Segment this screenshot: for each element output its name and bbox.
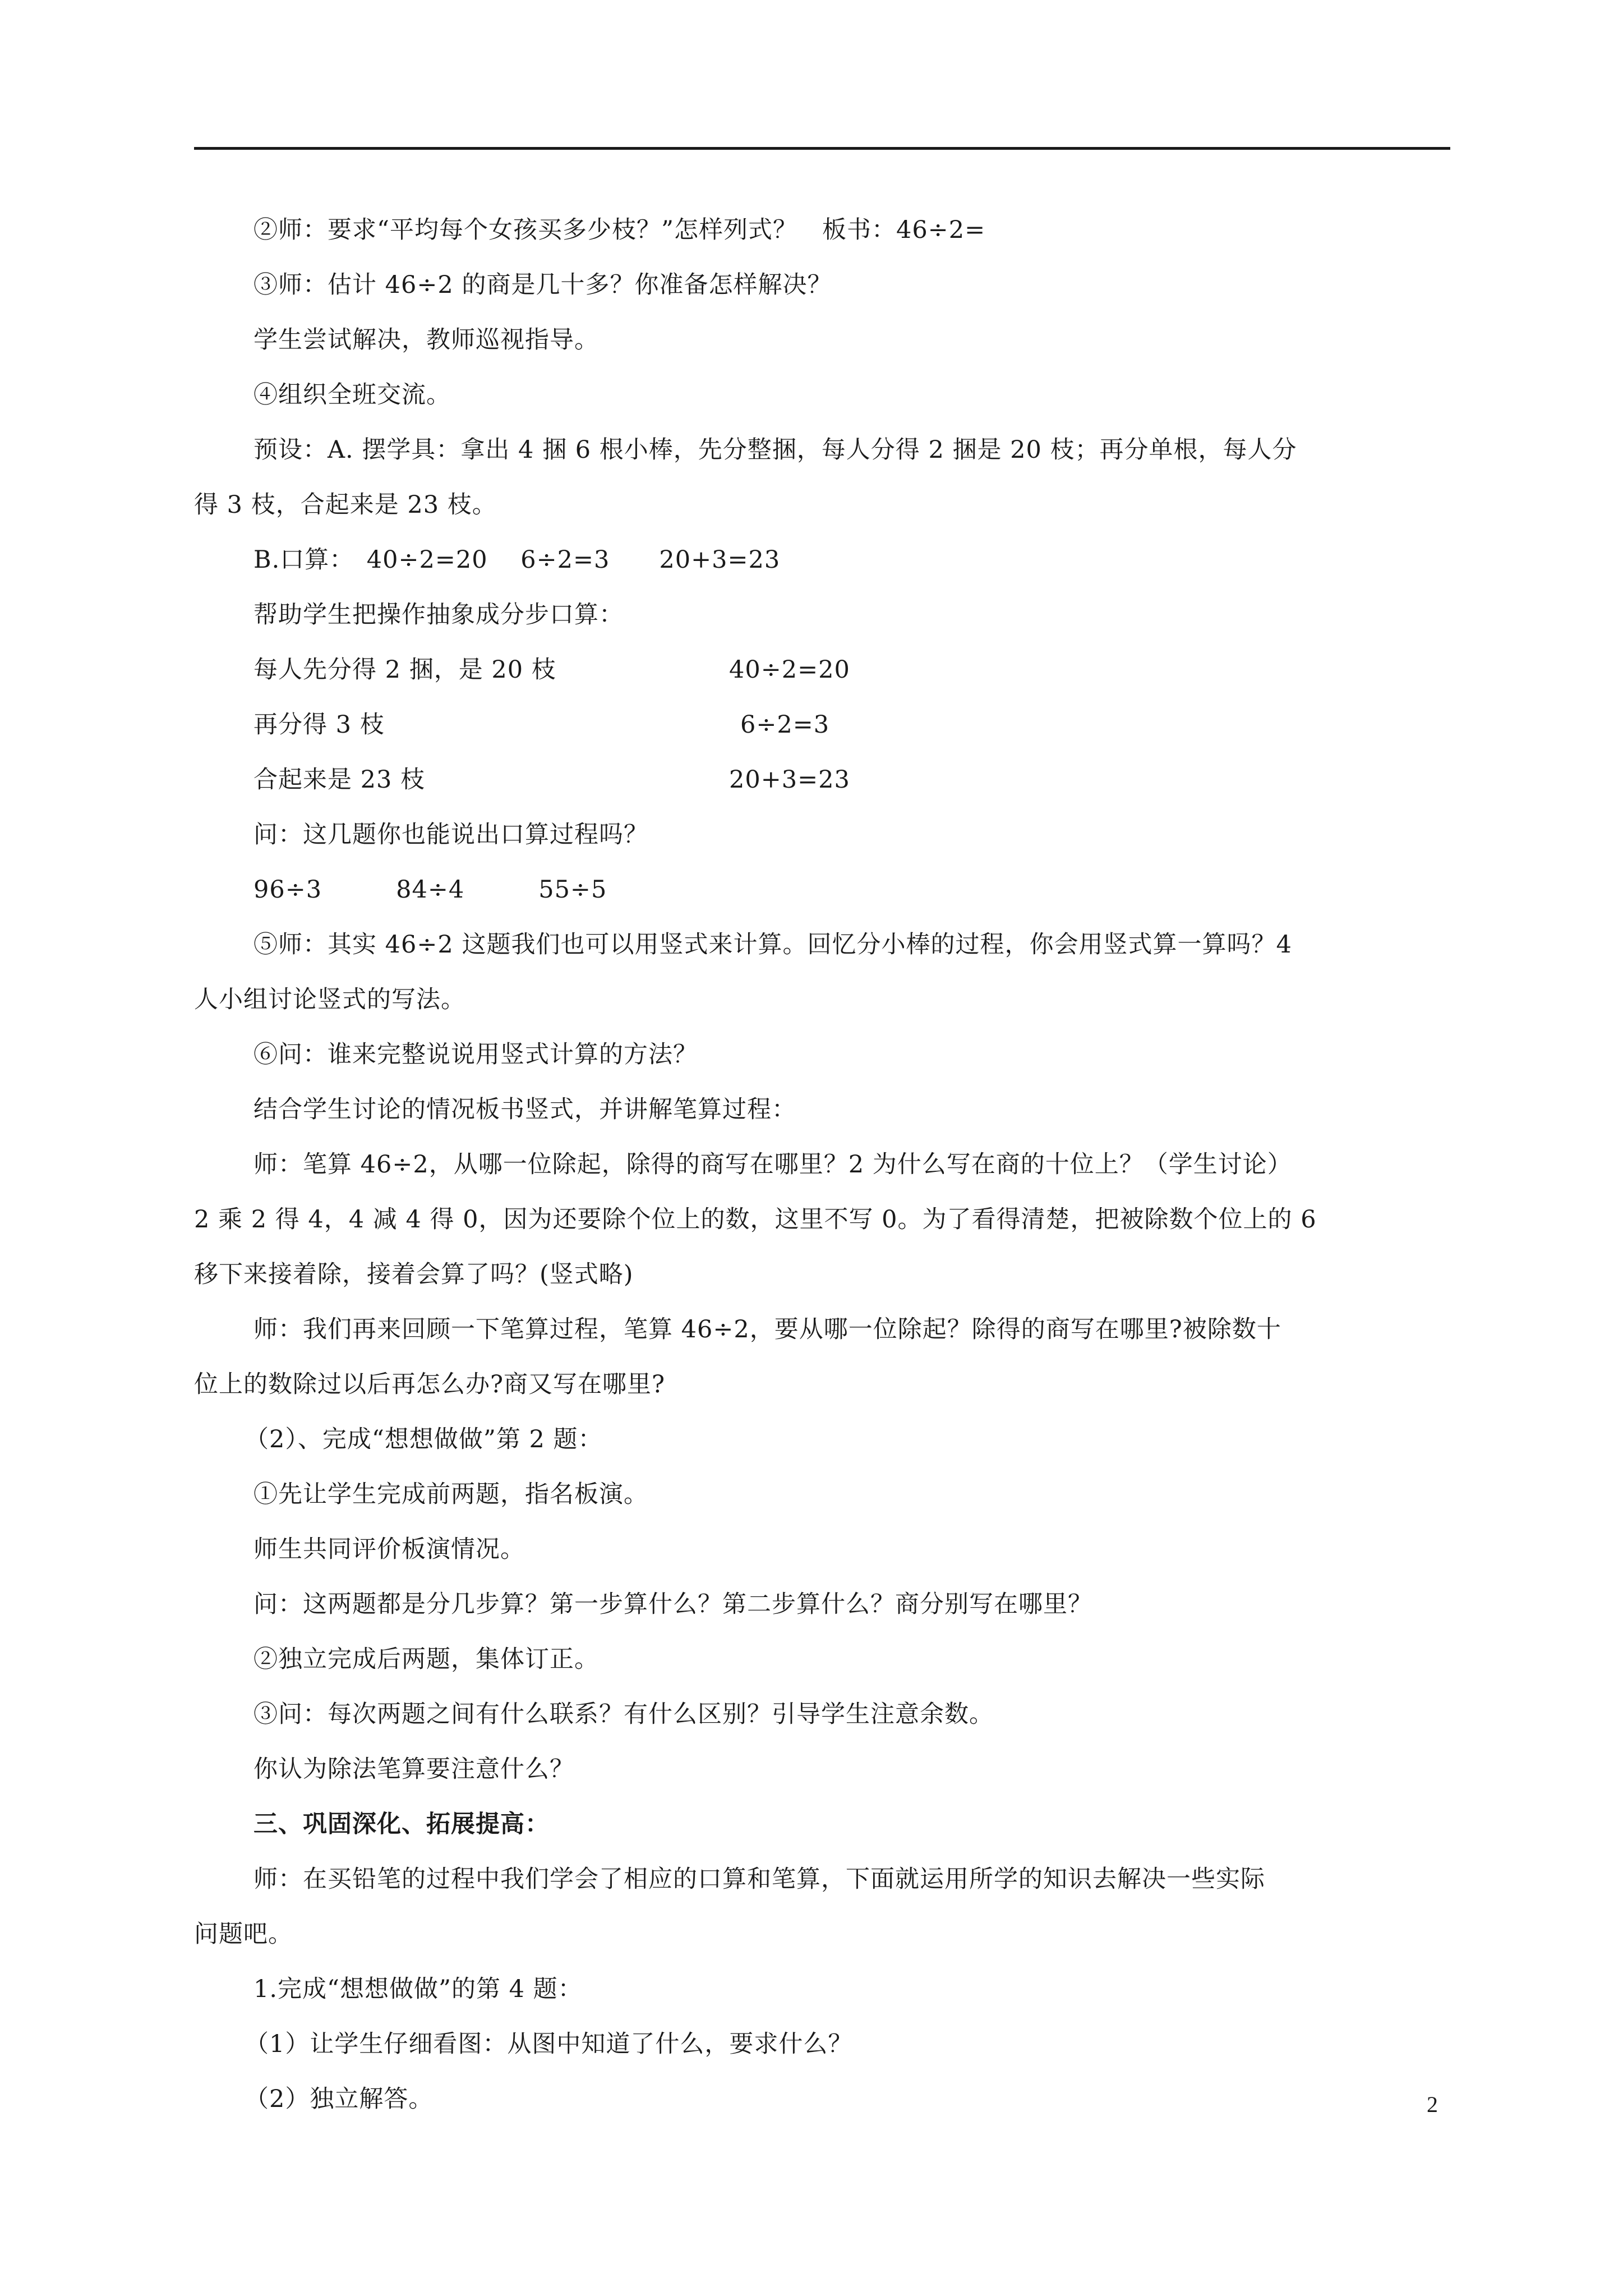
text-line: 得 3 枝，合起来是 23 枝。 [194, 491, 497, 519]
text-line: 师生共同评价板演情况。 [253, 1535, 525, 1563]
text-line: ⑥问：谁来完整说说用竖式计算的方法？ [253, 1041, 698, 1069]
text-line: 学生尝试解决，教师巡视指导。 [253, 326, 599, 354]
step-formula: 20+3=23 [729, 766, 850, 794]
text-line: ①先让学生完成前两题，指名板演。 [253, 1480, 648, 1508]
text-line: 移下来接着除，接着会算了吗？(竖式略) [194, 1260, 634, 1289]
text-line: 96÷3 84÷4 55÷5 [253, 876, 607, 904]
text-line: 位上的数除过以后再怎么办?商又写在哪里? [194, 1370, 666, 1398]
step-label: 再分得 3 枝 [253, 711, 385, 739]
text-line: 结合学生讨论的情况板书竖式，并讲解笔算过程： [253, 1096, 796, 1124]
text-line: B.口算： 40÷2=20 6÷2=3 20+3=23 [253, 546, 781, 574]
step-formula: 6÷2=3 [740, 711, 830, 739]
section-heading: 三、巩固深化、拓展提高： [253, 1810, 550, 1838]
header-rule [194, 147, 1450, 150]
text-line: 问题吧。 [194, 1920, 293, 1948]
text-line: ③师：估计 46÷2 的商是几十多？你准备怎样解决？ [253, 271, 832, 299]
text-line: 预设：A. 摆学具：拿出 4 捆 6 根小棒，先分整捆，每人分得 2 捆是 20 枝；再分单根，每人分 [253, 436, 1297, 464]
text-line: 问：这两题都是分几步算？第一步算什么？第二步算什么？商分别写在哪里？ [253, 1590, 1092, 1618]
text-line: （2）、完成“想想做做”第 2 题： [245, 1425, 603, 1453]
text-line: ③问：每次两题之间有什么联系？有什么区别？引导学生注意余数。 [253, 1700, 994, 1728]
step-label: 每人先分得 2 捆，是 20 枝 [253, 656, 556, 684]
step-formula: 40÷2=20 [729, 656, 850, 684]
text-line: 帮助学生把操作抽象成分步口算： [253, 601, 624, 629]
text-line: 2 乘 2 得 4，4 减 4 得 0，因为还要除个位上的数，这里不写 0。为了看得清楚，把被除数个位上的 6 [194, 1205, 1317, 1234]
text-line: 师：笔算 46÷2，从哪一位除起，除得的商写在哪里？2 为什么写在商的十位上？（学生讨论） [253, 1151, 1292, 1179]
text-line: ④组织全班交流。 [253, 381, 451, 409]
text-line: （2）独立解答。 [245, 2085, 434, 2113]
step-label: 合起来是 23 枝 [253, 766, 426, 794]
text-line: ⑤师：其实 46÷2 这题我们也可以用竖式来计算。回忆分小棒的过程，你会用竖式算一算吗？4 [253, 931, 1292, 959]
text-line: ②师：要求“平均每个女孩买多少枝？”怎样列式？ 板书：46÷2= [253, 216, 986, 244]
text-line: 问：这几题你也能说出口算过程吗？ [253, 821, 648, 849]
text-line: 师：在买铅笔的过程中我们学会了相应的口算和笔算，下面就运用所学的知识去解决一些实际 [253, 1865, 1265, 1893]
text-line: （1）让学生仔细看图：从图中知道了什么，要求什么？ [245, 2030, 853, 2058]
text-line: ②独立完成后两题，集体订正。 [253, 1645, 599, 1673]
text-line: 师：我们再来回顾一下笔算过程，笔算 46÷2，要从哪一位除起？除得的商写在哪里?被除数十 [253, 1315, 1281, 1343]
text-line: 你认为除法笔算要注意什么？ [253, 1755, 574, 1783]
text-line: 1.完成“想想做做”的第 4 题： [253, 1975, 583, 2003]
text-line: 人小组讨论竖式的写法。 [194, 986, 465, 1014]
page-number: 2 [1427, 2092, 1438, 2117]
